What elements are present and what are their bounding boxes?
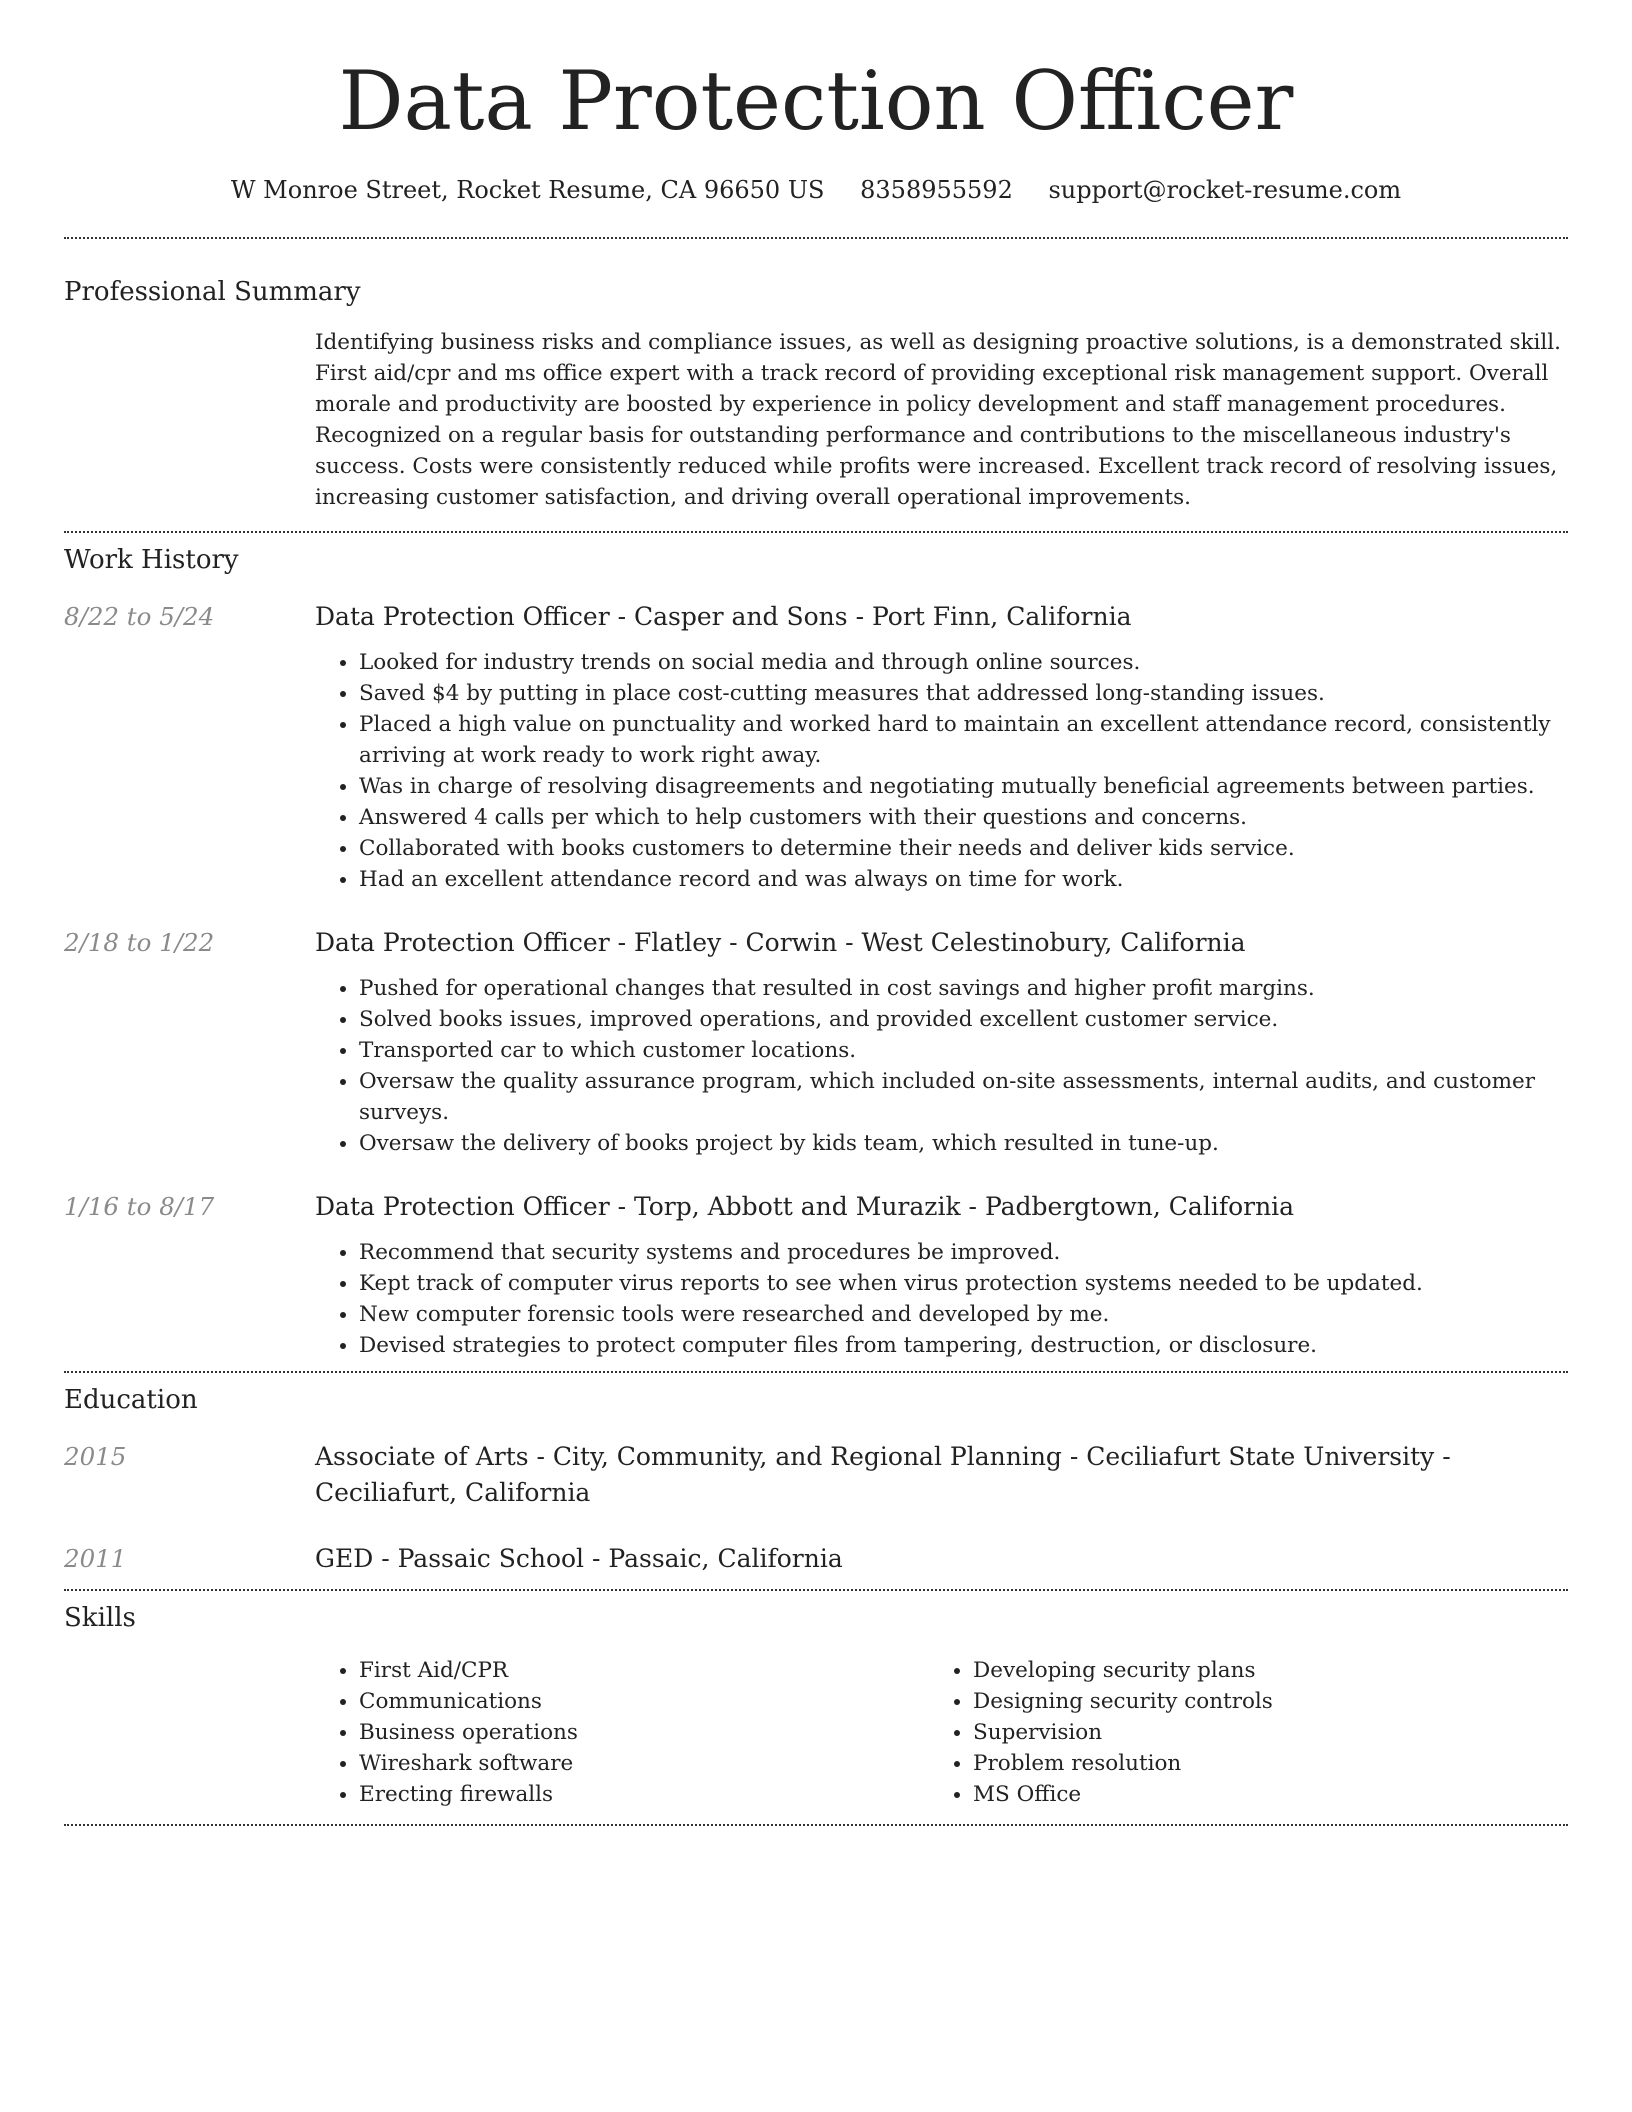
- job-heading: Data Protection Officer - Flatley - Corwin - West Celestinobury, California: [315, 928, 1246, 957]
- job-body: [315, 599, 1568, 895]
- summary-section: [64, 275, 1568, 513]
- education-title: Education: [64, 1385, 198, 1415]
- resume-page: [64, 0, 1568, 1826]
- section-divider: [64, 1824, 1568, 1826]
- job-entry: [64, 925, 1568, 1159]
- education-body: [315, 1541, 1568, 1577]
- education-entry: [64, 1541, 1568, 1577]
- job-bullet: • New computer forensic tools were researched and developed by me.: [359, 1299, 1568, 1330]
- job-bullet: • Answered 4 calls per which to help customers with their questions and concerns.: [359, 802, 1568, 833]
- job-bullet: • Transported car to which customer locations.: [359, 1035, 1568, 1066]
- education-heading: Associate of Arts - City, Community, and Regional Planning - Ceciliafurt State University - Ceciliafurt, California: [315, 1442, 1451, 1507]
- job-bullet: • Recommend that security systems and procedures be improved.: [359, 1237, 1568, 1268]
- skills-section: [64, 1601, 1568, 1810]
- job-dates: 8/22 to 5/24: [64, 602, 215, 631]
- job-bullet: • Was in charge of resolving disagreements and negotiating mutually beneficial agreements between parties.: [359, 771, 1568, 802]
- skills-columns: [315, 1655, 1568, 1810]
- education-heading: GED - Passaic School - Passaic, California: [315, 1544, 843, 1573]
- job-bullets: [315, 973, 1568, 1159]
- job-bullet: • Saved $4 by putting in place cost-cutting measures that addressed long-standing issues.: [359, 678, 1568, 709]
- summary-text: Identifying business risks and compliance issues, as well as designing proactive solutions, is a demonstrated skill. First aid/cpr and ms office expert with a track record of providing exceptional risk management support. Overall morale and productivity are boosted by experience in policy development and staff management procedures. Recognized on a regular basis for outstanding performance and contributions to the miscellaneous industry's success. Costs were consistently reduced while profits were increased. Excellent track record of resolving issues, increasing customer satisfaction, and driving overall operational improvements.: [315, 330, 1561, 510]
- job-dates: 1/16 to 8/17: [64, 1192, 215, 1221]
- job-bullets: [315, 647, 1568, 895]
- contact-phone: 8358955592: [860, 176, 1013, 204]
- work-history-section: [64, 543, 1568, 1361]
- education-year: 2011: [64, 1544, 127, 1573]
- education-entry: [64, 1439, 1568, 1511]
- job-bullet: • Pushed for operational changes that resulted in cost savings and higher profit margins.: [359, 973, 1568, 1004]
- job-bullet: • Kept track of computer virus reports to see when virus protection systems needed to be updated.: [359, 1268, 1568, 1299]
- education-year: 2015: [64, 1442, 127, 1471]
- summary-title: Professional Summary: [64, 277, 361, 307]
- skill-item: • MS Office: [973, 1779, 1543, 1810]
- job-bullet: • Collaborated with books customers to determine their needs and deliver kids service.: [359, 833, 1568, 864]
- skill-item: • First Aid/CPR: [359, 1655, 929, 1686]
- skills-list-left: [315, 1655, 929, 1810]
- job-bullets: [315, 1237, 1568, 1361]
- skill-item: • Designing security controls: [973, 1686, 1543, 1717]
- skill-item: • Developing security plans: [973, 1655, 1543, 1686]
- education-section: [64, 1383, 1568, 1577]
- job-heading: Data Protection Officer - Casper and Sons - Port Finn, California: [315, 602, 1132, 631]
- work-history-title: Work History: [64, 545, 239, 575]
- job-bullet: • Oversaw the delivery of books project by kids team, which resulted in tune-up.: [359, 1128, 1568, 1159]
- job-bullet: • Placed a high value on punctuality and worked hard to maintain an excellent attendance record, consistently arriving at work ready to work right away.: [359, 709, 1568, 771]
- job-bullet: • Had an excellent attendance record and was always on time for work.: [359, 864, 1568, 895]
- skill-item: • Communications: [359, 1686, 929, 1717]
- job-heading: Data Protection Officer - Torp, Abbott and Murazik - Padbergtown, California: [315, 1192, 1295, 1221]
- job-bullet: • Looked for industry trends on social media and through online sources.: [359, 647, 1568, 678]
- contact-line: [64, 172, 1568, 208]
- job-body: [315, 925, 1568, 1159]
- section-divider: [64, 531, 1568, 533]
- section-divider: [64, 1371, 1568, 1373]
- skills-list-right: [929, 1655, 1543, 1810]
- job-entry: [64, 1189, 1568, 1361]
- skill-item: • Wireshark software: [359, 1748, 929, 1779]
- job-bullet: • Solved books issues, improved operations, and provided excellent customer service.: [359, 1004, 1568, 1035]
- section-divider: [64, 1589, 1568, 1591]
- skill-item: • Erecting firewalls: [359, 1779, 929, 1810]
- section-divider: [64, 237, 1568, 239]
- job-dates: 2/18 to 1/22: [64, 928, 215, 957]
- skill-item: • Business operations: [359, 1717, 929, 1748]
- contact-email: support@rocket-resume.com: [1048, 176, 1402, 204]
- skill-item: • Supervision: [973, 1717, 1543, 1748]
- job-entry: [64, 599, 1568, 895]
- resume-name: Data Protection Officer: [338, 55, 1294, 149]
- job-bullet: • Devised strategies to protect computer files from tampering, destruction, or disclosure.: [359, 1330, 1568, 1361]
- education-body: [315, 1439, 1568, 1511]
- skills-title: Skills: [64, 1603, 136, 1633]
- skill-item: • Problem resolution: [973, 1748, 1543, 1779]
- job-bullet: • Oversaw the quality assurance program, which included on-site assessments, internal audits, and customer surveys.: [359, 1066, 1568, 1128]
- job-body: [315, 1189, 1568, 1361]
- contact-address: W Monroe Street, Rocket Resume, CA 96650 US: [230, 176, 825, 204]
